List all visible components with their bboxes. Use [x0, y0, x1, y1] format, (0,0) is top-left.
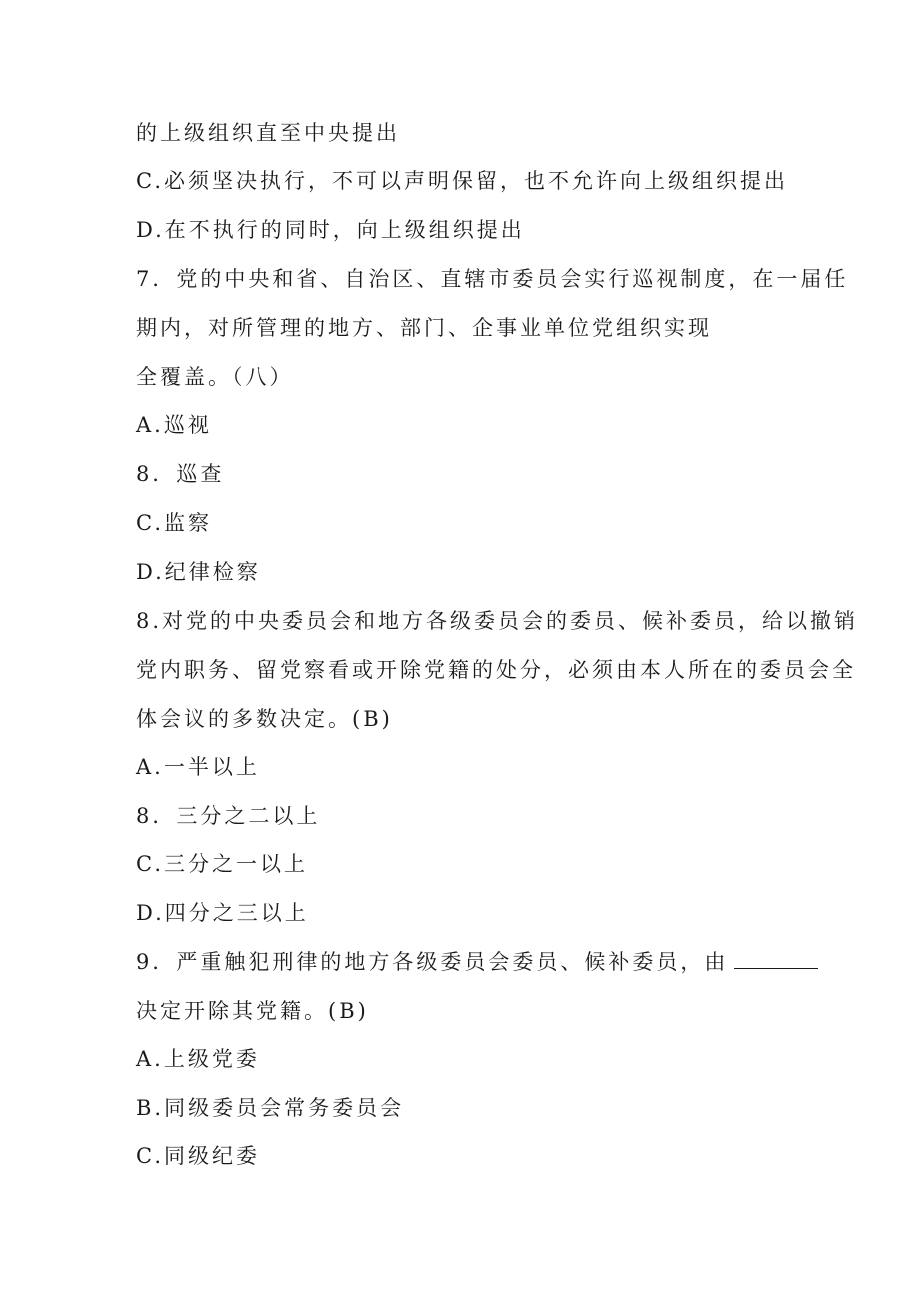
question-8-text-end: 体会议的多数决定。(B): [136, 707, 393, 731]
text-line: 的上级组织直至中央提出: [136, 121, 400, 145]
question-9-text-start: 9．严重触犯刑律的地方各级委员会委员、候补委员，由: [136, 950, 729, 974]
option-b: 8．三分之二以上: [136, 804, 321, 828]
question-7-text-end: 全覆盖。（八）: [136, 365, 294, 389]
option-c: C.必须坚决执行，不可以声明保留，也不允许向上级组织提出: [136, 169, 788, 193]
option-c: C.监察: [136, 511, 212, 535]
fill-in-blank: [734, 950, 818, 969]
option-c: C.同级纪委: [136, 1144, 260, 1168]
option-b: 8．巡查: [136, 462, 225, 486]
option-a: A.巡视: [136, 413, 212, 437]
question-8-text-cont: 党内职务、留党察看或开除党籍的处分，必须由本人所在的委员会全: [136, 658, 856, 682]
question-9-text: [136, 949, 818, 975]
option-a: A.上级党委: [136, 1047, 260, 1071]
option-d: D.纪律检察: [136, 560, 261, 584]
option-d: D.四分之三以上: [136, 901, 309, 925]
option-d: D.在不执行的同时，向上级组织提出: [136, 218, 525, 242]
option-a: A.一半以上: [136, 755, 260, 779]
question-9-text-end: 决定开除其党籍。(B): [136, 999, 369, 1023]
option-b: B.同级委员会常务委员会: [136, 1096, 405, 1120]
option-c: C.三分之一以上: [136, 852, 308, 876]
question-8-text: 8.对党的中央委员会和地方各级委员会的委员、候补委员，给以撤销: [136, 609, 859, 633]
question-7-text-cont: 期内，对所管理的地方、部门、企事业单位党组织实现: [136, 316, 712, 340]
question-7-text: 7．党的中央和省、自治区、直辖市委员会实行巡视制度，在一届任: [136, 267, 849, 291]
